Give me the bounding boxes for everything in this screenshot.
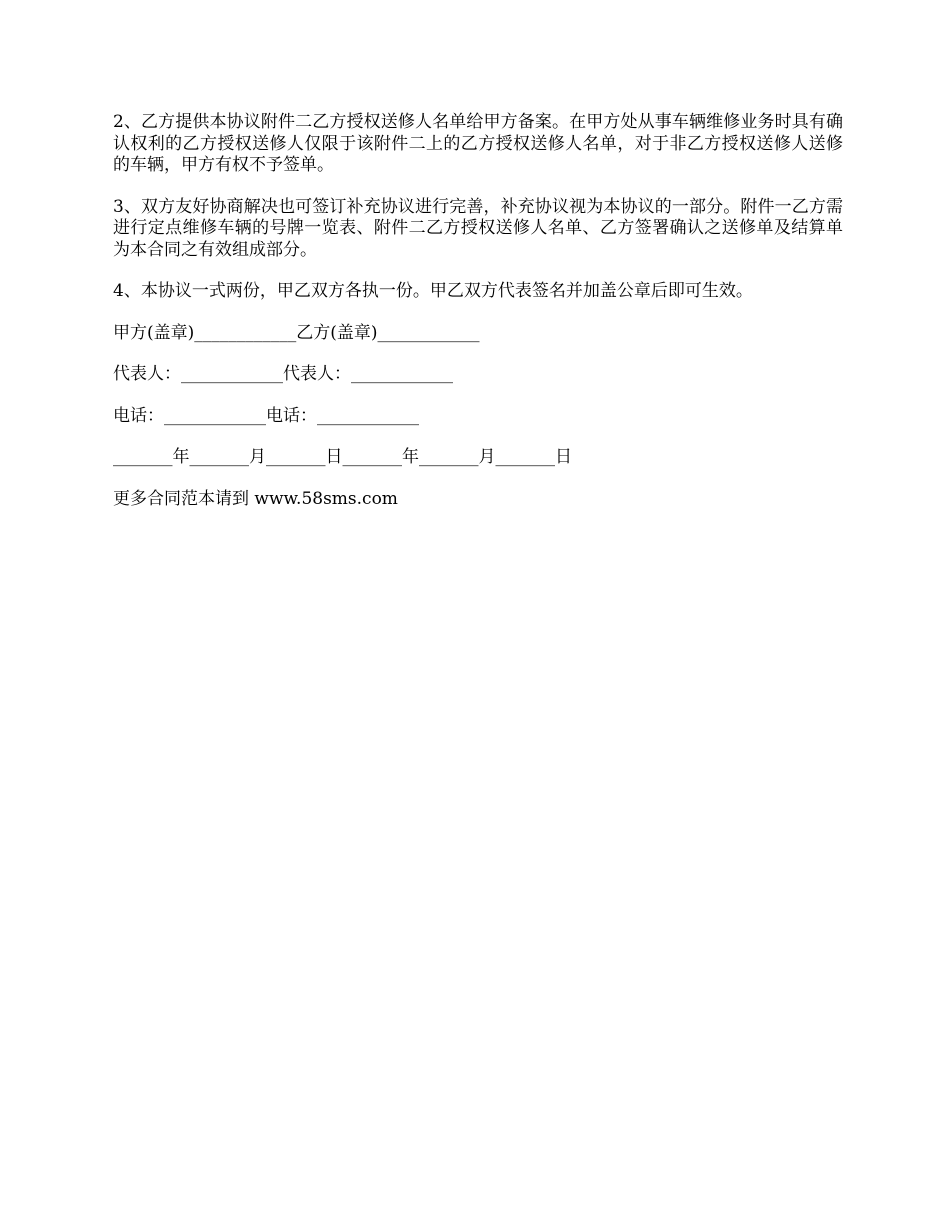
clause-4-paragraph: 4、本协议一式两份，甲乙双方各执一份。甲乙双方代表签名并加盖公章后即可生效。: [113, 281, 753, 301]
document-page: [113, 112, 843, 530]
phone-line: 电话：____________电话：____________: [113, 405, 419, 426]
clause-3-paragraph: 3、双方友好协商解决也可签订补充协议进行完善，补充协议视为本协议的一部分。附件一乙方需进行定点维修车辆的号牌一览表、附件二乙方授权送修人名单、乙方签署确认之送修单及结算单为本合同之有效组成部分。: [113, 196, 843, 260]
date-line: _______年_______月_______日_______年_______月_______日: [113, 447, 572, 467]
representative-signature-line: 代表人：____________代表人：____________: [113, 364, 453, 384]
clause-2-paragraph: 2、乙方提供本协议附件二乙方授权送修人名单给甲方备案。在甲方处从事车辆维修业务时具有确认权利的乙方授权送修人仅限于该附件二上的乙方授权送修人名单，对于非乙方授权送修人送修的车辆，甲方有权不予签单。: [113, 112, 843, 175]
footer-note: 更多合同范本请到 www.58sms.com: [113, 488, 398, 509]
seal-signature-line: 甲方(盖章)____________乙方(盖章)____________: [113, 322, 480, 343]
